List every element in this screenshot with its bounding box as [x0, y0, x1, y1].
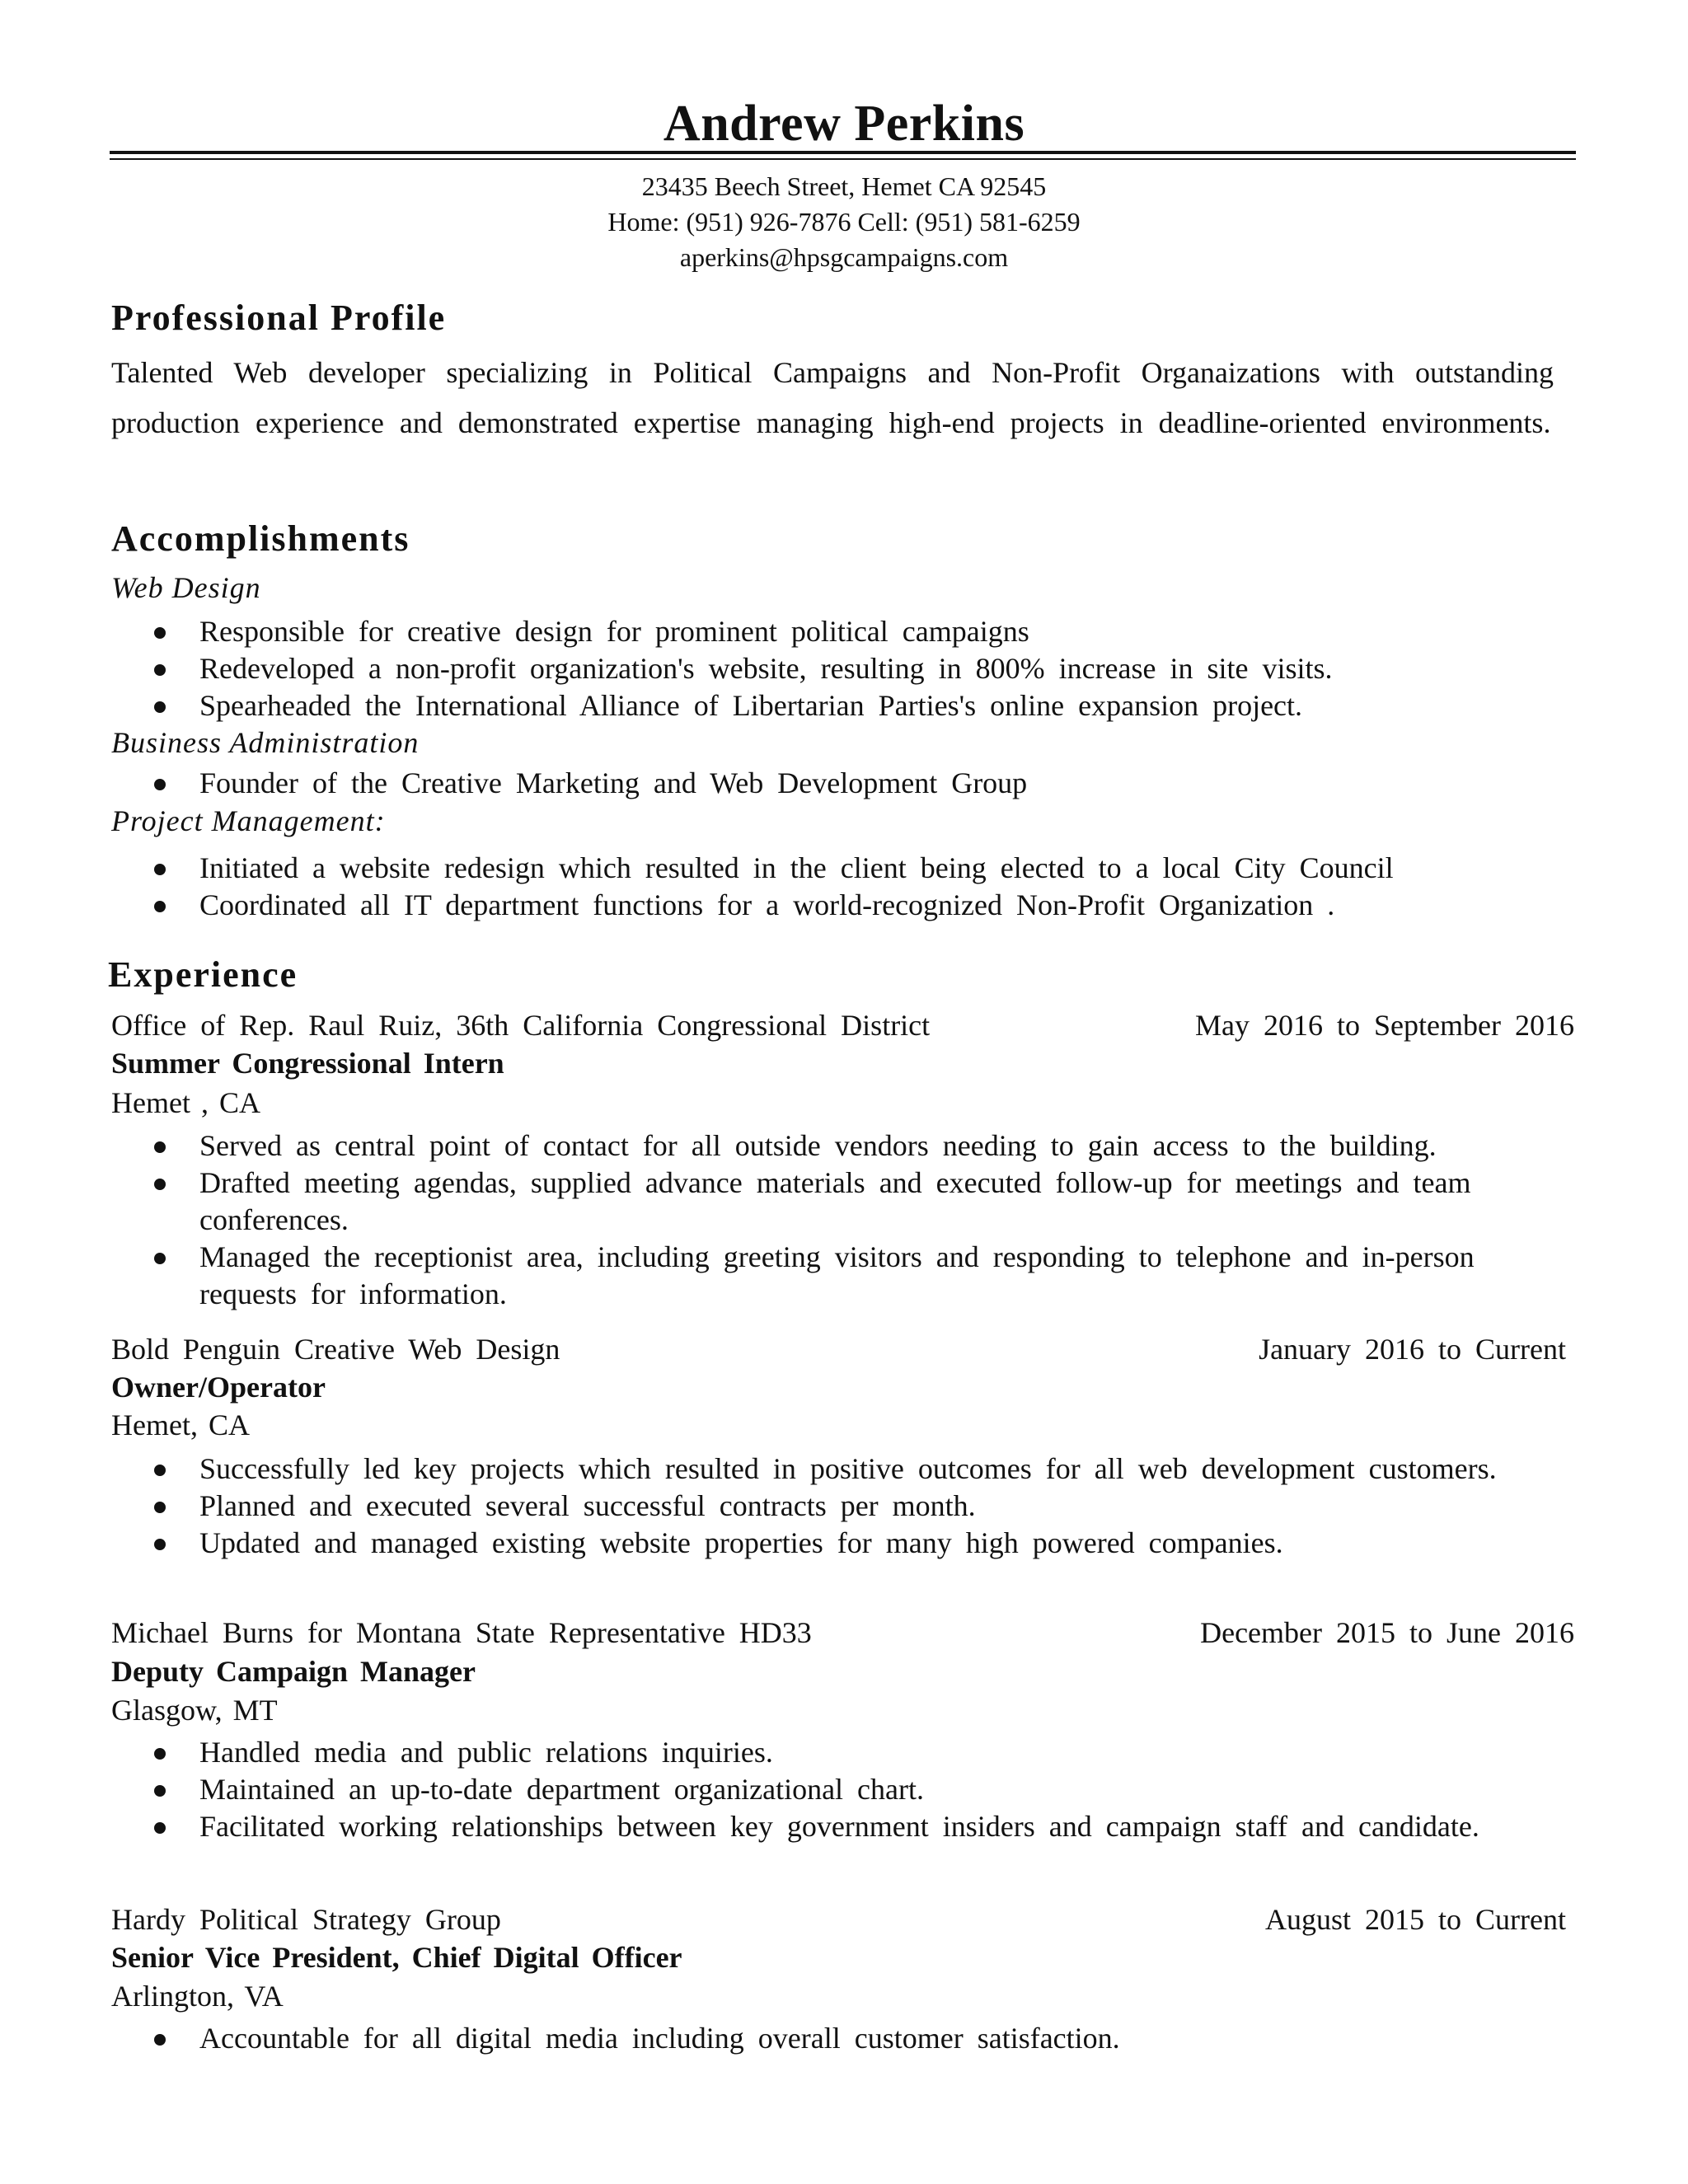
job-organization: Bold Penguin Creative Web Design [111, 1333, 560, 1366]
list-item: Spearheaded the International Alliance of Libertarian Parties's online expansion project. [144, 687, 1578, 724]
candidate-name: Andrew Perkins [663, 96, 1025, 152]
accomplishment-list [144, 850, 1578, 924]
list-item: Updated and managed existing website properties for many high powered companies. [144, 1525, 1578, 1562]
list-item: Coordinated all IT department functions for a world-recognized Non-Profit Organization . [144, 887, 1578, 924]
job-organization: Michael Burns for Montana State Representative HD33 [111, 1616, 812, 1649]
job-dates: January 2016 to Current [1259, 1333, 1566, 1366]
contact-phones: Home: (951) 926-7876 Cell: (951) 581-6259 [607, 207, 1081, 237]
job-dates: May 2016 to September 2016 [1195, 1009, 1574, 1042]
accomplishments-heading: Accomplishments [111, 518, 410, 559]
experience-heading: Experience [108, 954, 298, 995]
list-item: Planned and executed several successful contracts per month. [144, 1488, 1578, 1525]
accomplishment-list [144, 765, 1578, 802]
list-item: Facilitated working relationships between key government insiders and campaign staff and candidate. [144, 1808, 1578, 1845]
list-item: Successfully led key projects which resulted in positive outcomes for all web development customers. [144, 1451, 1578, 1488]
list-item: Served as central point of contact for all outside vendors needing to gain access to the building. [144, 1127, 1578, 1165]
contact-address: 23435 Beech Street, Hemet CA 92545 [641, 171, 1047, 201]
accomplishment-group-label: Web Design [111, 571, 261, 604]
list-item: Managed the receptionist area, including greeting visitors and responding to telephone and in-person requests for information. [144, 1239, 1578, 1313]
contact-block [0, 169, 1688, 275]
job-location: Arlington, VA [111, 1980, 284, 2013]
job-title: Senior Vice President, Chief Digital Officer [111, 1941, 682, 1974]
accomplishment-group-label: Project Management: [111, 804, 386, 837]
header-rule-thick [110, 151, 1576, 154]
list-item: Maintained an up-to-date department organizational chart. [144, 1771, 1578, 1808]
list-item: Drafted meeting agendas, supplied advance materials and executed follow-up for meetings and team conferences. [144, 1165, 1578, 1239]
accomplishment-list [144, 613, 1578, 724]
list-item: Initiated a website redesign which resulted in the client being elected to a local City Council [144, 850, 1578, 887]
job-duties [144, 1451, 1578, 1562]
job-organization: Hardy Political Strategy Group [111, 1903, 501, 1936]
job-location: Hemet, CA [111, 1408, 250, 1441]
list-item: Founder of the Creative Marketing and Web Development Group [144, 765, 1578, 802]
job-dates: August 2015 to Current [1265, 1903, 1566, 1936]
contact-email: aperkins@hpsgcampaigns.com [679, 242, 1009, 272]
list-item: Responsible for creative design for prominent political campaigns [144, 613, 1578, 650]
job-title: Summer Congressional Intern [111, 1047, 504, 1080]
job-duties [144, 1127, 1578, 1313]
job-organization: Office of Rep. Raul Ruiz, 36th California Congressional District [111, 1009, 931, 1042]
profile-heading: Professional Profile [111, 298, 447, 338]
header-rule-thin [110, 158, 1576, 160]
job-title: Owner/Operator [111, 1371, 326, 1404]
list-item: Redeveloped a non-profit organization's website, resulting in 800% increase in site visits. [144, 650, 1578, 687]
job-duties [144, 1734, 1578, 1845]
job-location: Hemet , CA [111, 1086, 260, 1119]
list-item: Handled media and public relations inquiries. [144, 1734, 1578, 1771]
job-location: Glasgow, MT [111, 1694, 278, 1727]
accomplishment-group-label: Business Administration [111, 726, 420, 759]
job-dates: December 2015 to June 2016 [1200, 1616, 1574, 1649]
list-item: Accountable for all digital media including overall customer satisfaction. [144, 2020, 1578, 2057]
job-duties [144, 2020, 1578, 2057]
profile-text: Talented Web developer specializing in Political Campaigns and Non-Profit Organaizations with outstanding production experience and demonstrated expertise managing high-end projects in deadline-oriented environments. [111, 356, 1554, 439]
job-title: Deputy Campaign Manager [111, 1655, 476, 1688]
